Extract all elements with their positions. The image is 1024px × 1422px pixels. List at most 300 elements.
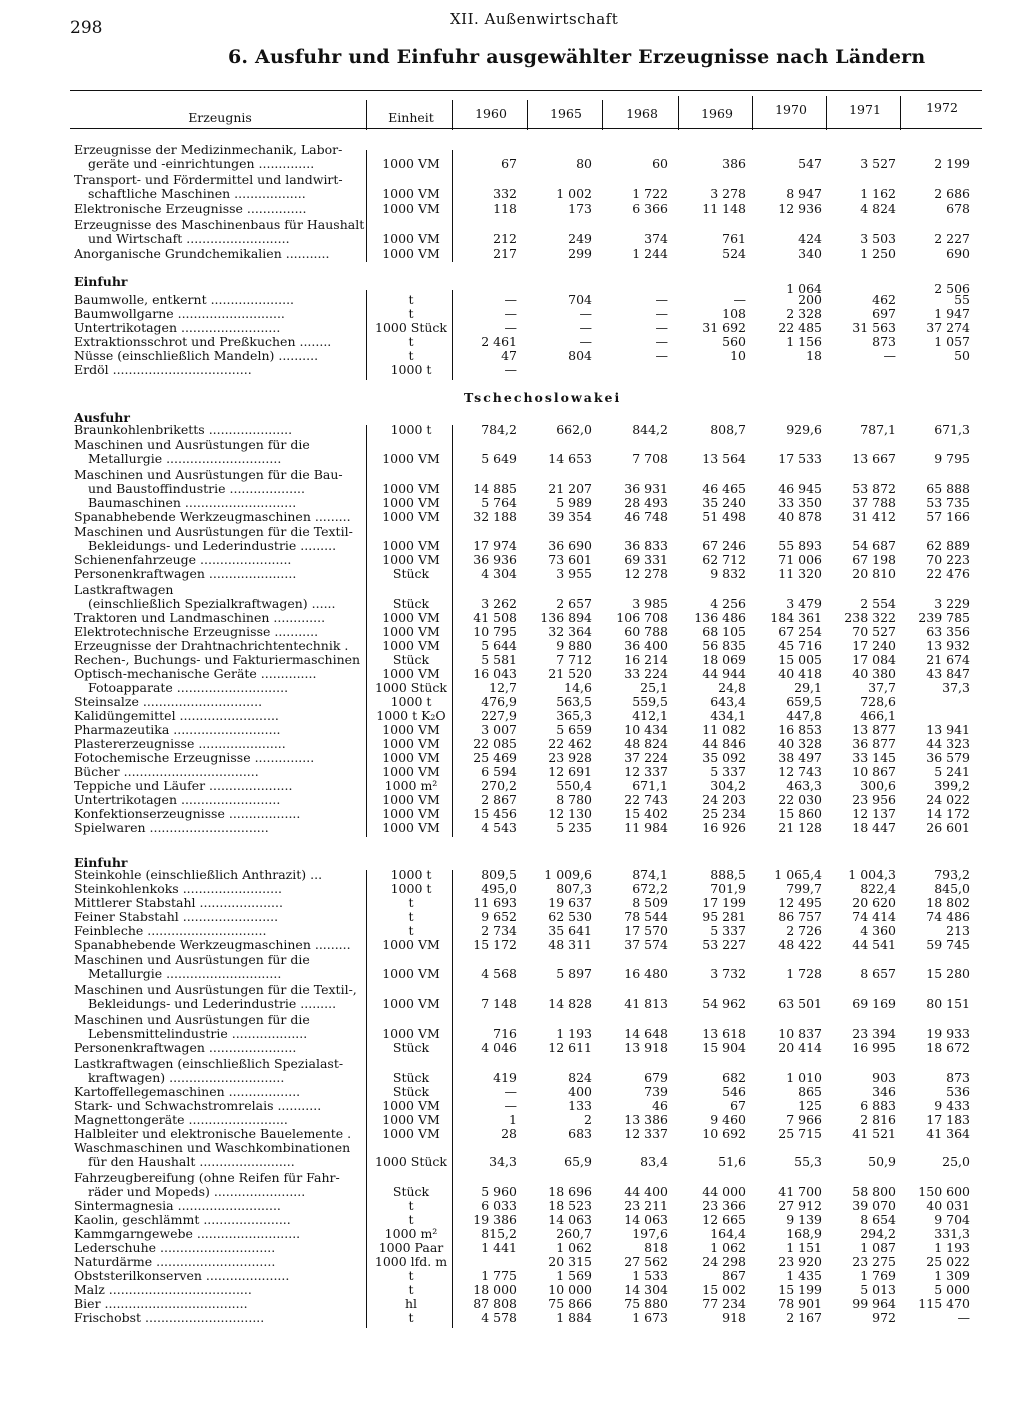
row-value: 865	[798, 1084, 822, 1099]
row-value: 1 064	[786, 281, 822, 296]
row-value: 546	[722, 1084, 746, 1099]
table-row	[0, 952, 1024, 967]
table-row	[0, 362, 1024, 377]
row-value: 662,0	[556, 422, 592, 437]
row-value: 63 356	[926, 624, 970, 639]
row-value: 27 912	[778, 1198, 822, 1213]
row-label: Sintermagnesia ..........................	[74, 1198, 281, 1213]
row-value: 73 601	[548, 552, 592, 567]
row-value: 17 533	[778, 451, 822, 466]
row-unit: 1000 m²	[384, 1226, 438, 1241]
row-label: Malz ....................................	[74, 1282, 252, 1297]
row-value: 1 087	[860, 1240, 896, 1255]
row-value: 60	[652, 156, 668, 171]
row-value: 19 933	[926, 1026, 970, 1041]
row-label: Steinsalze ..............................	[74, 694, 263, 709]
row-value: 80	[576, 156, 592, 171]
row-value: 20 620	[852, 895, 896, 910]
row-value: 32 364	[548, 624, 592, 639]
row-value: 164,4	[710, 1226, 746, 1241]
row-value: 40 031	[926, 1198, 970, 1213]
row-unit: 1000 VM	[382, 1026, 440, 1041]
table-row	[0, 694, 1024, 709]
row-value: 844,2	[632, 422, 668, 437]
table-row	[0, 1254, 1024, 1269]
row-value: 1 569	[556, 1268, 592, 1283]
chapter-heading: XII. Außenwirtschaft	[450, 10, 619, 28]
row-value: 40 380	[852, 666, 896, 681]
row-value: 5 649	[481, 451, 517, 466]
row-value: 15 005	[778, 652, 822, 667]
row-value: 1 884	[556, 1310, 592, 1325]
row-value: 9 139	[786, 1212, 822, 1227]
row-unit: t	[408, 895, 414, 910]
row-value: 78 901	[778, 1296, 822, 1311]
row-label: Untertrikotagen .........................	[74, 792, 281, 807]
row-value: 4 360	[860, 923, 896, 938]
row-value: 6 033	[481, 1198, 517, 1213]
row-label: und Wirtschaft ..........................	[88, 231, 290, 246]
row-value: —	[579, 306, 592, 321]
row-value: 22 030	[778, 792, 822, 807]
row-value: 12 130	[548, 806, 592, 821]
row-value: 22 462	[548, 736, 592, 751]
row-value: 22 476	[926, 566, 970, 581]
row-value: 15 002	[702, 1282, 746, 1297]
row-value: 48 311	[548, 937, 592, 952]
row-value: 888,5	[710, 867, 746, 882]
row-value: —	[655, 348, 668, 363]
row-value: 44 846	[702, 736, 746, 751]
row-value: 419	[493, 1070, 517, 1085]
row-label: Nüsse (einschließlich Mandeln) ..........	[74, 348, 319, 363]
row-value: 23 394	[852, 1026, 896, 1041]
table-row	[0, 736, 1024, 751]
row-label: Bekleidungs- und Lederindustrie .........	[88, 996, 337, 1011]
row-value: 48 422	[778, 937, 822, 952]
row-value: 13 918	[624, 1040, 668, 1055]
row-value: 31 692	[702, 320, 746, 335]
row-unit: hl	[404, 1296, 418, 1311]
row-label: Naturdärme ..............................	[74, 1254, 276, 1269]
row-value: 2 461	[481, 334, 517, 349]
row-value: 78 544	[624, 909, 668, 924]
row-value: 16 853	[778, 722, 822, 737]
row-value: 9 652	[481, 909, 517, 924]
table-row	[0, 982, 1024, 997]
table-row	[0, 292, 1024, 307]
row-unit: 1000 VM	[382, 1112, 440, 1127]
row-value: 12,7	[489, 680, 517, 695]
row-value: 65 888	[926, 481, 970, 496]
row-value: 70 223	[926, 552, 970, 567]
row-value: 1 062	[710, 1240, 746, 1255]
row-value: 18 696	[548, 1184, 592, 1199]
row-unit: 1000 VM	[382, 610, 440, 625]
row-value: —	[655, 292, 668, 307]
row-value: 21 128	[778, 820, 822, 835]
row-label: Steinkohle (einschließlich Anthrazit) ...	[74, 867, 323, 882]
row-value: 18 523	[548, 1198, 592, 1213]
row-label: Kaolin, geschlämmt ......................	[74, 1212, 291, 1227]
row-value: 365,3	[556, 708, 592, 723]
row-value: 17 199	[702, 895, 746, 910]
row-value: 14 172	[926, 806, 970, 821]
row-value: 10 795	[473, 624, 517, 639]
row-value: 463,3	[786, 778, 822, 793]
row-label: Bücher ..................................	[74, 764, 259, 779]
row-value: 36 931	[624, 481, 668, 496]
row-unit: 1000 t K₂O	[376, 708, 446, 723]
row-value: 5 013	[860, 1282, 896, 1297]
row-value: 10 434	[624, 722, 668, 737]
row-value: 37,3	[942, 680, 970, 695]
row-value: 260,7	[556, 1226, 592, 1241]
row-value: 8 947	[786, 186, 822, 201]
row-value: 44 323	[926, 736, 970, 751]
row-value: 23 366	[702, 1198, 746, 1213]
row-value: 495,0	[481, 881, 517, 896]
row-value: 807,3	[556, 881, 592, 896]
row-value: 12 137	[852, 806, 896, 821]
table-row	[0, 451, 1024, 466]
row-unit: t	[408, 1198, 414, 1213]
table-row	[0, 680, 1024, 695]
row-label: Kammgarngewebe ..........................	[74, 1226, 301, 1241]
row-unit: 1000 VM	[382, 937, 440, 952]
section-heading-einfuhr: Einfuhr	[74, 855, 128, 870]
row-value: 346	[872, 1084, 896, 1099]
row-label: Spanabhebende Werkzeugmaschinen .........	[74, 509, 351, 524]
row-value: 48 824	[624, 736, 668, 751]
table-row	[0, 1296, 1024, 1311]
row-value: 682	[722, 1070, 746, 1085]
header-year-1972: 1972	[926, 100, 958, 115]
row-value: 77 234	[702, 1296, 746, 1311]
row-value: 6 366	[632, 201, 668, 216]
row-unit: 1000 VM	[382, 451, 440, 466]
row-value: 55,3	[794, 1154, 822, 1169]
table-row	[0, 996, 1024, 1011]
row-value: 37,7	[868, 680, 896, 695]
row-value: 2 554	[860, 596, 896, 611]
row-label: Konfektionserzeugnisse ..................	[74, 806, 301, 821]
row-value: 10	[730, 348, 746, 363]
table-row	[0, 1212, 1024, 1227]
row-unit: 1000 t	[390, 867, 432, 882]
row-label: Personenkraftwagen ......................	[74, 566, 297, 581]
row-value: 5 659	[556, 722, 592, 737]
row-unit: 1000 VM	[382, 538, 440, 553]
row-value: 3 007	[481, 722, 517, 737]
table-row	[0, 1084, 1024, 1099]
row-value: 239 785	[918, 610, 970, 625]
table-row	[0, 552, 1024, 567]
row-value: 41 364	[926, 1126, 970, 1141]
row-value: 36 690	[548, 538, 592, 553]
table-row	[0, 201, 1024, 216]
row-value: 56 835	[702, 638, 746, 653]
row-value: 2 167	[786, 1310, 822, 1325]
row-unit: 1000 VM	[382, 750, 440, 765]
row-value: 845,0	[934, 881, 970, 896]
table-row	[0, 778, 1024, 793]
row-value: 40 878	[778, 509, 822, 524]
row-value: 400	[568, 1084, 592, 1099]
row-value: 21 207	[548, 481, 592, 496]
row-label: Kartoffellegemaschinen ..................	[74, 1084, 301, 1099]
row-value: —	[504, 306, 517, 321]
row-value: 133	[568, 1098, 592, 1113]
row-value: 53 227	[702, 937, 746, 952]
row-label: und Baustoffindustrie ...................	[88, 481, 305, 496]
row-value: 5 581	[481, 652, 517, 667]
row-label: Spanabhebende Werkzeugmaschinen .........	[74, 937, 351, 952]
row-value: 4 568	[481, 966, 517, 981]
row-value: 5 337	[710, 764, 746, 779]
row-value: 10 837	[778, 1026, 822, 1041]
row-value: 2 227	[934, 231, 970, 246]
row-value: 115 470	[918, 1296, 970, 1311]
row-value: 9 832	[710, 566, 746, 581]
row-unit: t	[408, 306, 414, 321]
row-unit: 1000 VM	[382, 246, 440, 261]
row-value: 35 092	[702, 750, 746, 765]
row-unit: 1000 VM	[382, 201, 440, 216]
row-value: 1 775	[481, 1268, 517, 1283]
row-value: 83,4	[640, 1154, 668, 1169]
row-value: 13 877	[852, 722, 896, 737]
row-value: 704	[568, 292, 592, 307]
row-value: 374	[644, 231, 668, 246]
row-label: Lastkraftwagen	[74, 582, 174, 597]
row-label: Waschmaschinen und Waschkombinationen	[74, 1140, 351, 1155]
row-value: 14 653	[548, 451, 592, 466]
row-value: 13 564	[702, 451, 746, 466]
row-label: Extraktionsschrot und Preßkuchen ........	[74, 334, 332, 349]
row-label: für den Haushalt ........................	[88, 1154, 295, 1169]
row-value: 33 145	[852, 750, 896, 765]
row-value: 46 465	[702, 481, 746, 496]
row-value: 75 880	[624, 1296, 668, 1311]
row-value: 58 800	[852, 1184, 896, 1199]
row-value: 340	[798, 246, 822, 261]
row-value: 550,4	[556, 778, 592, 793]
row-value: 2 726	[786, 923, 822, 938]
row-value: 874,1	[632, 867, 668, 882]
table-row	[0, 1268, 1024, 1283]
row-unit: 1000 VM	[382, 495, 440, 510]
row-value: 217	[493, 246, 517, 261]
row-value: 11 693	[473, 895, 517, 910]
row-label: Personenkraftwagen ......................	[74, 1040, 297, 1055]
row-unit: Stück	[392, 1184, 430, 1199]
header-erzeugnis: Erzeugnis	[188, 110, 252, 125]
row-unit: 1000 VM	[382, 736, 440, 751]
row-value: 270,2	[481, 778, 517, 793]
table-row	[0, 1184, 1024, 1199]
table-row	[0, 881, 1024, 896]
row-value: 793,2	[934, 867, 970, 882]
row-value: 804	[568, 348, 592, 363]
row-value: 1 009,6	[544, 867, 592, 882]
row-value: 304,2	[710, 778, 746, 793]
col-rule	[366, 100, 367, 130]
row-value: 12 278	[624, 566, 668, 581]
row-label: Transport- und Fördermittel und landwirt-	[74, 172, 343, 187]
row-unit: t	[408, 1212, 414, 1227]
row-label: Feiner Stabstahl ........................	[74, 909, 279, 924]
row-value: 23 275	[852, 1254, 896, 1269]
row-value: 462	[872, 292, 896, 307]
row-value: 903	[872, 1070, 896, 1085]
row-value: 28 493	[624, 495, 668, 510]
row-value: 136 894	[540, 610, 592, 625]
table-row	[0, 1170, 1024, 1185]
header-year-1971: 1971	[849, 102, 881, 117]
table-row	[0, 334, 1024, 349]
row-label: Metallurgie .............................	[88, 451, 282, 466]
row-value: 332	[493, 186, 517, 201]
row-value: —	[504, 292, 517, 307]
row-value: 3 527	[860, 156, 896, 171]
row-value: 75 866	[548, 1296, 592, 1311]
row-value: 13 386	[624, 1112, 668, 1127]
row-value: 24 298	[702, 1254, 746, 1269]
row-value: 99 964	[852, 1296, 896, 1311]
row-value: 125	[798, 1098, 822, 1113]
row-unit: t	[408, 348, 414, 363]
row-value: 1 441	[481, 1240, 517, 1255]
row-value: 3 278	[710, 186, 746, 201]
table-row	[0, 1112, 1024, 1127]
table-row	[0, 1140, 1024, 1155]
table-row	[0, 923, 1024, 938]
row-value: 36 936	[473, 552, 517, 567]
row-value: 13 667	[852, 451, 896, 466]
row-value: 10 000	[548, 1282, 592, 1297]
row-label: Steinkohlenkoks .........................	[74, 881, 283, 896]
table-row	[0, 481, 1024, 496]
row-value: 19 637	[548, 895, 592, 910]
row-value: —	[504, 1098, 517, 1113]
row-value: 2 506	[934, 281, 970, 296]
row-unit: t	[408, 909, 414, 924]
row-label: Braunkohlenbriketts .....................	[74, 422, 293, 437]
row-value: 227,9	[481, 708, 517, 723]
row-value: —	[504, 320, 517, 335]
row-value: 11 082	[702, 722, 746, 737]
row-value: 50	[954, 348, 970, 363]
row-label: Maschinen und Ausrüstungen für die	[74, 952, 310, 967]
row-value: 399,2	[934, 778, 970, 793]
row-unit: 1000 VM	[382, 996, 440, 1011]
row-value: 24 022	[926, 792, 970, 807]
row-value: 31 412	[852, 509, 896, 524]
row-value: 108	[722, 306, 746, 321]
row-value: 80 151	[926, 996, 970, 1011]
row-value: 5 337	[710, 923, 746, 938]
row-value: 972	[872, 1310, 896, 1325]
table-row	[0, 142, 1024, 157]
table-row	[0, 750, 1024, 765]
table-row	[0, 722, 1024, 737]
table-row	[0, 966, 1024, 981]
row-value: 23 928	[548, 750, 592, 765]
row-unit: Stück	[392, 596, 430, 611]
row-value: 23 920	[778, 1254, 822, 1269]
table-row	[0, 320, 1024, 335]
col-rule	[452, 100, 453, 130]
row-value: 62 712	[702, 552, 746, 567]
row-value: 2 657	[556, 596, 592, 611]
row-value: 2 328	[786, 306, 822, 321]
row-label: Fotochemische Erzeugnisse ...............	[74, 750, 315, 765]
row-value: 25 234	[702, 806, 746, 821]
row-value: 12 495	[778, 895, 822, 910]
row-value: 559,5	[632, 694, 668, 709]
row-unit: t	[408, 1268, 414, 1283]
row-value: 74 414	[852, 909, 896, 924]
col-rule	[602, 100, 603, 130]
row-value: 69 169	[852, 996, 896, 1011]
table-row	[0, 867, 1024, 882]
table-row	[0, 509, 1024, 524]
col-rule	[527, 100, 528, 130]
row-value: —	[957, 1310, 970, 1325]
row-value: 386	[722, 156, 746, 171]
row-label: Erdöl ...................................	[74, 362, 252, 377]
row-value: 13 618	[702, 1026, 746, 1041]
row-value: 1 250	[860, 246, 896, 261]
row-value: 249	[568, 231, 592, 246]
row-label: Baumwollgarne ...........................	[74, 306, 285, 321]
row-value: 25 022	[926, 1254, 970, 1269]
row-value: 929,6	[786, 422, 822, 437]
row-value: 4 543	[481, 820, 517, 835]
table-row	[0, 806, 1024, 821]
col-rule	[752, 96, 753, 130]
section-heading-ausfuhr: Ausfuhr	[74, 410, 130, 425]
row-value: 35 641	[548, 923, 592, 938]
row-value: 1 947	[934, 306, 970, 321]
row-value: 2	[584, 1112, 592, 1127]
row-label: Maschinen und Ausrüstungen für die Textil-,	[74, 982, 357, 997]
row-label: Erzeugnisse der Drahtnachrichtentechnik .	[74, 638, 349, 653]
row-value: —	[883, 348, 896, 363]
row-value: 466,1	[860, 708, 896, 723]
row-label: Lebensmittelindustrie ...................	[88, 1026, 308, 1041]
row-label: Stark- und Schwachstromrelais ...........	[74, 1098, 322, 1113]
row-value: 4 304	[481, 566, 517, 581]
header-year-1969: 1969	[701, 106, 733, 121]
row-unit: 1000 lfd. m	[374, 1254, 448, 1269]
row-value: 67 254	[778, 624, 822, 639]
row-value: 1 151	[786, 1240, 822, 1255]
row-label: Baumaschinen ............................	[88, 495, 297, 510]
row-value: 36 579	[926, 750, 970, 765]
row-value: 8 654	[860, 1212, 896, 1227]
row-value: 213	[946, 923, 970, 938]
row-value: 799,7	[786, 881, 822, 896]
row-unit: 1000 VM	[382, 638, 440, 653]
row-value: 55 893	[778, 538, 822, 553]
row-value: 197,6	[632, 1226, 668, 1241]
row-value: 11 148	[702, 201, 746, 216]
row-value: 1 162	[860, 186, 896, 201]
row-value: 173	[568, 201, 592, 216]
table-row	[0, 1126, 1024, 1141]
